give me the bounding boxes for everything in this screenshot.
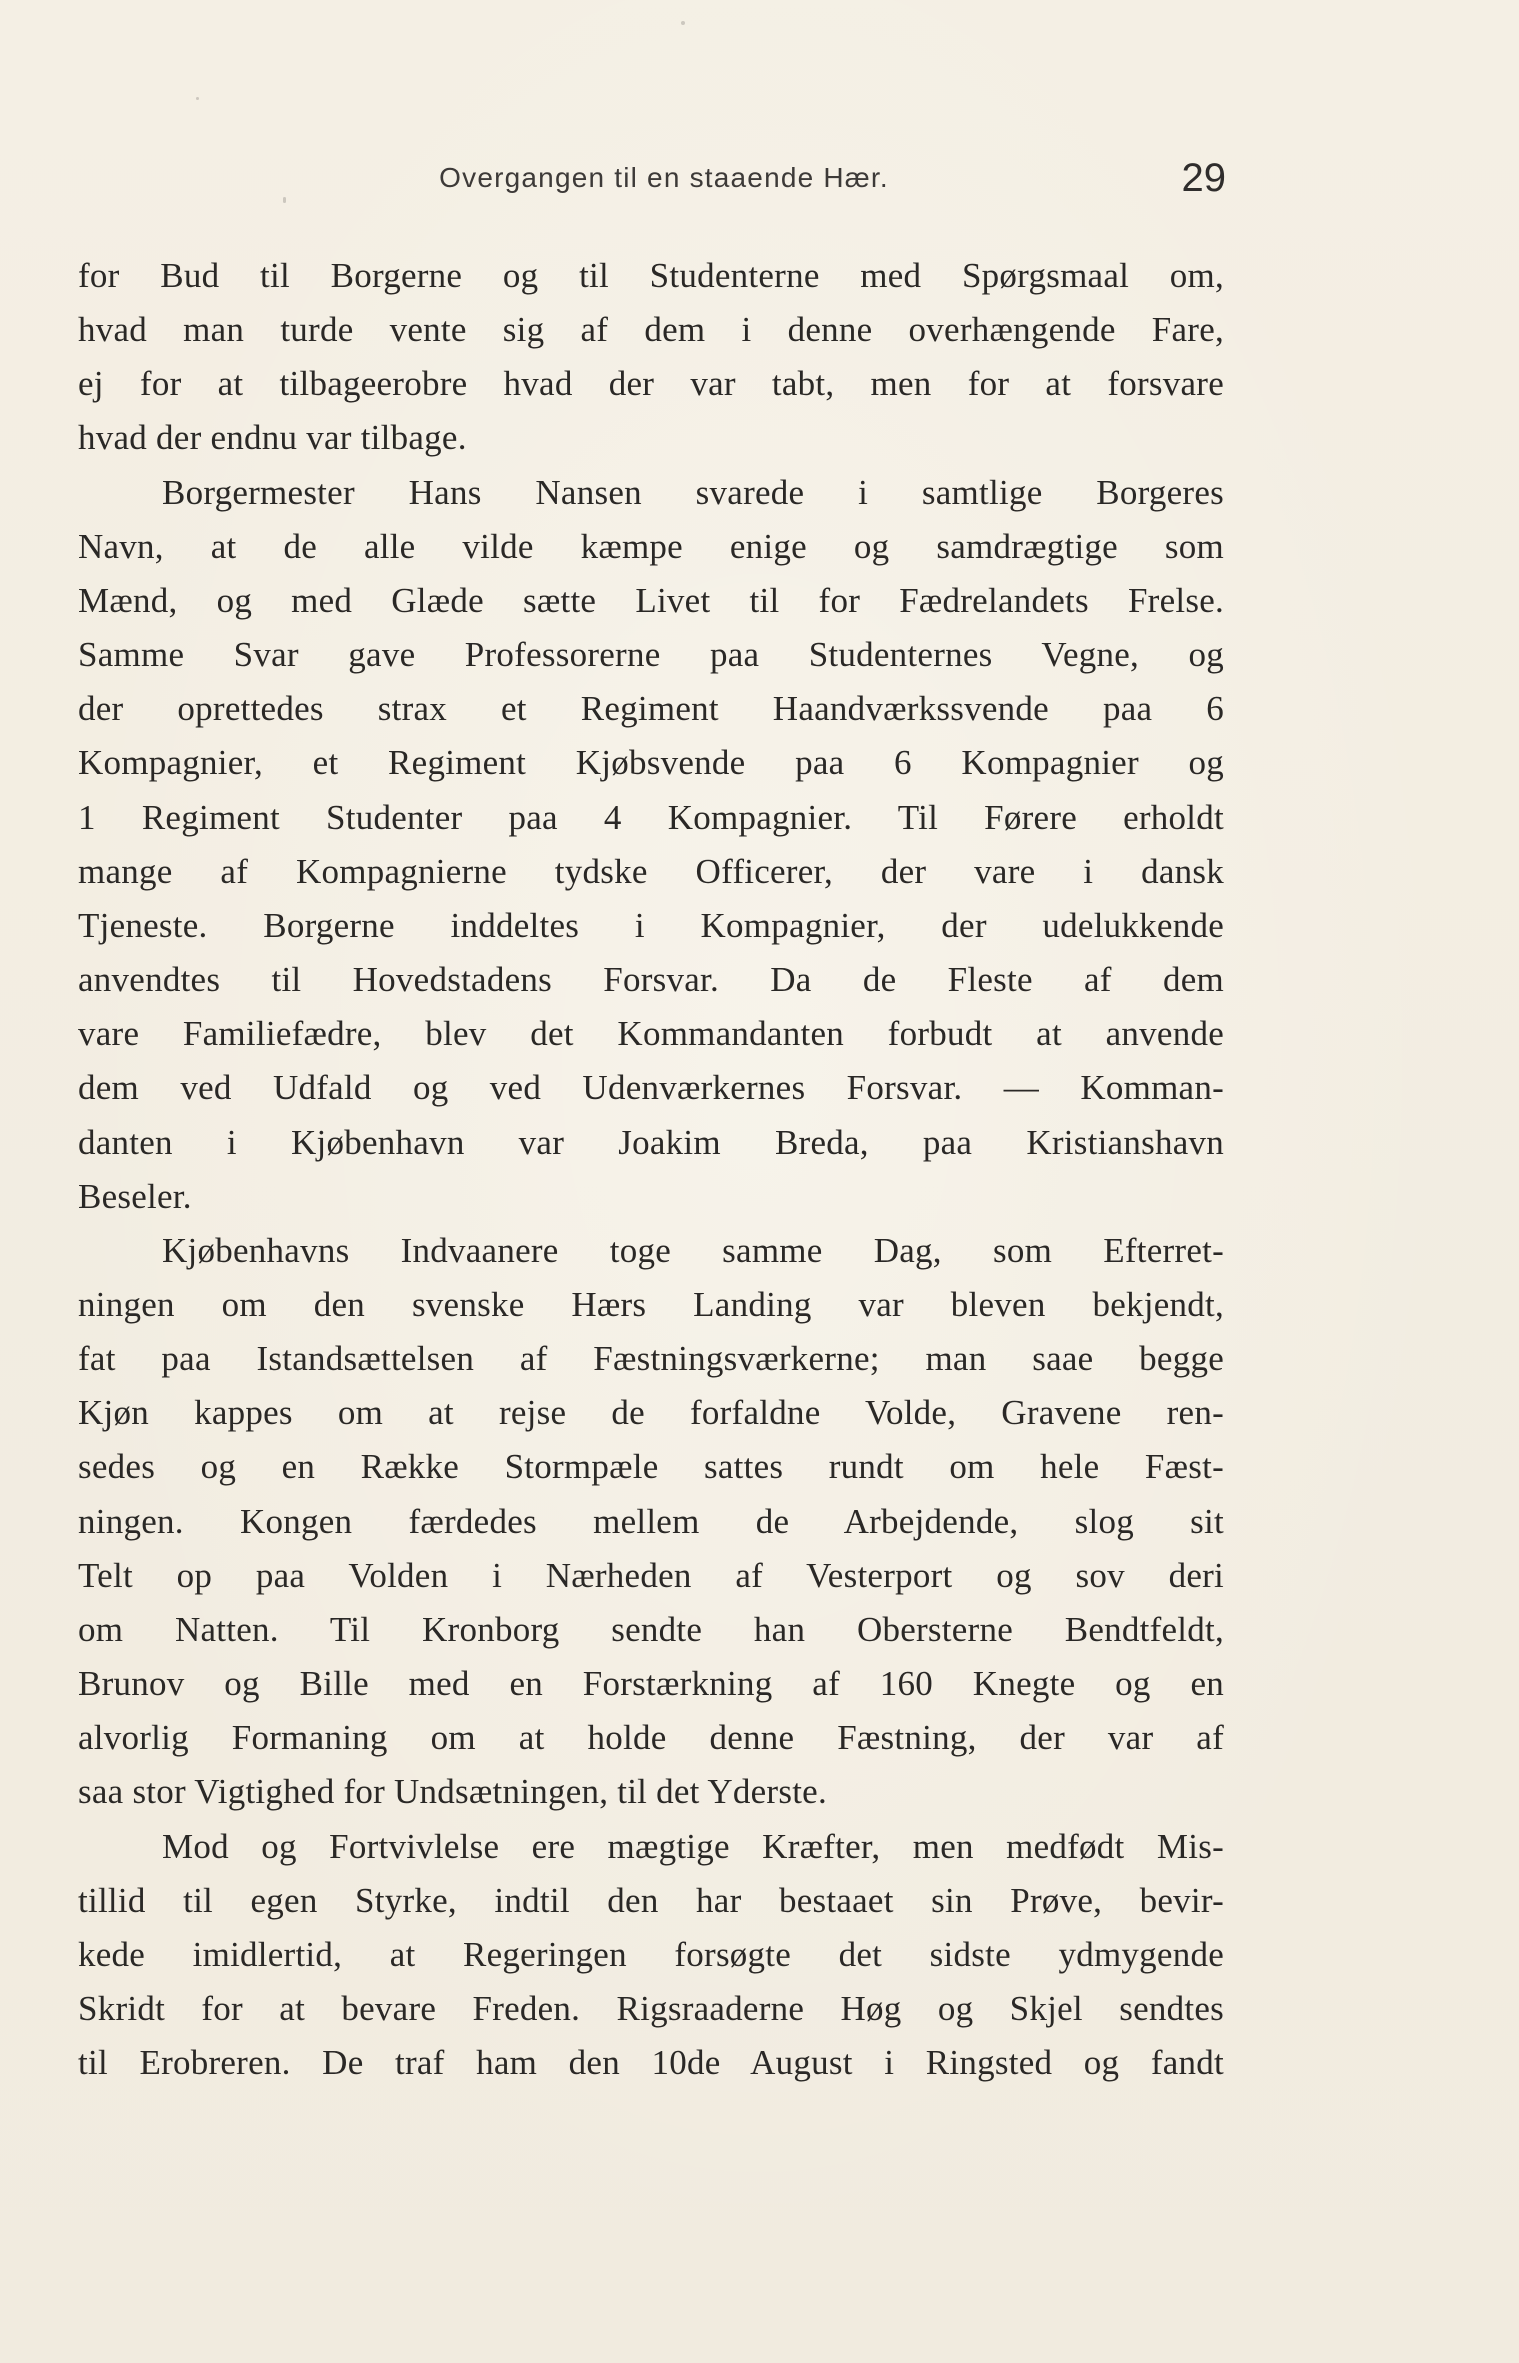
paragraph-1 bbox=[78, 249, 1224, 466]
paragraph-2 bbox=[78, 466, 1224, 1224]
text-line: der oprettedes strax et Regiment Haandværkssvende paa 6 bbox=[78, 689, 1224, 729]
text-line: 1 Regiment Studenter paa 4 Kompagnier. Til Førere erholdt bbox=[78, 797, 1224, 837]
text-line: Kompagnier, et Regiment Kjøbsvende paa 6 Kompagnier og bbox=[78, 743, 1224, 783]
text-line: Skridt for at bevare Freden. Rigsraaderne Høg og Skjel sendtes bbox=[78, 1989, 1224, 2028]
text-line: om Natten. Til Kronborg sendte han Obersterne Bendtfeldt, bbox=[78, 1609, 1224, 1649]
text-line: Beseler. bbox=[78, 1176, 192, 1216]
text-line: Kjøbenhavns Indvaanere toge samme Dag, som Efterret- bbox=[162, 1230, 1224, 1270]
text-line: Kjøn kappes om at rejse de forfaldne Volde, Gravene ren- bbox=[78, 1393, 1224, 1433]
text-line: hvad der endnu var tilbage. bbox=[78, 418, 467, 458]
text-line: Telt op paa Volden i Nærheden af Vesterport og sov deri bbox=[78, 1555, 1224, 1595]
text-line: tillid til egen Styrke, indtil den har bestaaet sin Prøve, bevir- bbox=[78, 1880, 1224, 1920]
text-line: ej for at tilbageerobre hvad der var tabt, men for at forsvare bbox=[78, 364, 1224, 404]
text-line: hvad man turde vente sig af dem i denne overhængende Fare, bbox=[78, 310, 1224, 350]
text-line: alvorlig Formaning om at holde denne Fæstning, der var af bbox=[78, 1718, 1224, 1758]
text-line: Mænd, og med Glæde sætte Livet til for Fædrelandets Frelse. bbox=[78, 580, 1224, 620]
text-line: for Bud til Borgerne og til Studenterne med Spørgsmaal om, bbox=[78, 256, 1224, 295]
text-line: Tjeneste. Borgerne inddeltes i Kompagnier, der udelukkende bbox=[78, 905, 1224, 945]
text-line: Mod og Fortvivlelse ere mægtige Kræfter, men medfødt Mis- bbox=[162, 1826, 1224, 1866]
text-line: Borgermester Hans Nansen svarede i samtlige Borgeres bbox=[162, 472, 1224, 512]
text-line: Samme Svar gave Professorerne paa Studenternes Vegne, og bbox=[78, 635, 1224, 675]
running-title: Overgangen til en staaende Hær. bbox=[439, 162, 889, 193]
paragraph-4 bbox=[78, 1820, 1224, 2091]
paragraph-3 bbox=[78, 1224, 1224, 1820]
text-line: danten i Kjøbenhavn var Joakim Breda, paa Kristianshavn bbox=[78, 1122, 1224, 1162]
text-line: til Erobreren. De traf ham den 10de August i Ringsted og fandt bbox=[78, 2043, 1224, 2083]
text-line: anvendtes til Hovedstadens Forsvar. Da de Fleste af dem bbox=[78, 960, 1224, 1000]
text-line: mange af Kompagnierne tydske Officerer, der vare i dansk bbox=[78, 851, 1224, 891]
text-line: saa stor Vigtighed for Undsætningen, til det Yderste. bbox=[78, 1772, 827, 1812]
body-text bbox=[78, 249, 1224, 2090]
paper-speck bbox=[196, 97, 199, 100]
page-header bbox=[90, 156, 1238, 212]
text-line: ningen. Kongen færdedes mellem de Arbejdende, slog sit bbox=[78, 1501, 1224, 1541]
text-line: fat paa Istandsættelsen af Fæstningsværkerne; man saae begge bbox=[78, 1339, 1224, 1379]
text-line: kede imidlertid, at Regeringen forsøgte det sidste ydmygende bbox=[78, 1934, 1224, 1974]
text-line: sedes og en Række Stormpæle sattes rundt om hele Fæst- bbox=[78, 1447, 1224, 1487]
page-number: 29 bbox=[1181, 156, 1226, 200]
paper-speck bbox=[681, 21, 685, 25]
text-line: Navn, at de alle vilde kæmpe enige og samdrægtige som bbox=[78, 526, 1224, 566]
text-line: dem ved Udfald og ved Udenværkernes Forsvar. — Komman- bbox=[78, 1068, 1224, 1108]
text-line: vare Familiefædre, blev det Kommandanten forbudt at anvende bbox=[78, 1014, 1224, 1054]
text-line: Brunov og Bille med en Forstærkning af 160 Knegte og en bbox=[78, 1664, 1224, 1704]
text-line: ningen om den svenske Hærs Landing var bleven bekjendt, bbox=[78, 1284, 1224, 1324]
